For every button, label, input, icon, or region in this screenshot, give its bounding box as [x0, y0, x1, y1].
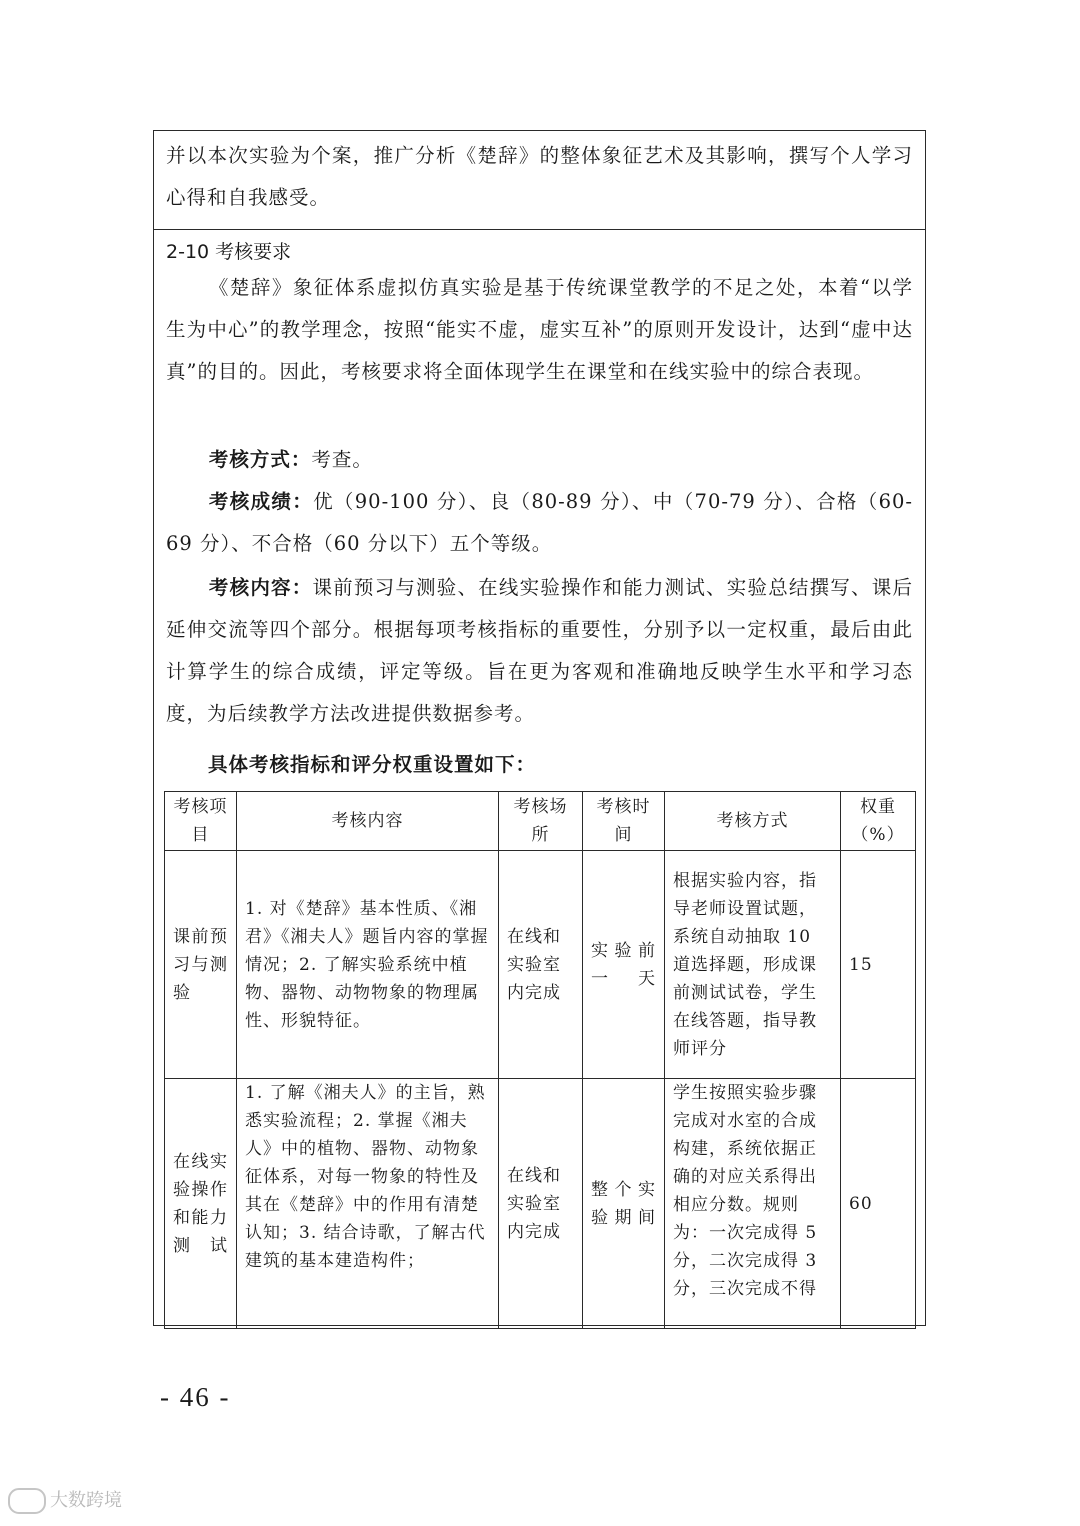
- method-label: 考核方式：: [208, 448, 312, 471]
- row-content: 1. 了解《湘夫人》的主旨，熟悉实验流程；2. 掌握《湘夫人》中的植物、器物、动物象征体系，对每一物象的特性及其在《楚辞》中的作用有清楚认知；3. 结合诗歌，了解古代建筑的基本建造构件；: [237, 1079, 499, 1329]
- row-time: 整个实验期间: [583, 1079, 665, 1329]
- intro-paragraph: 《楚辞》象征体系虚拟仿真实验是基于传统课堂教学的不足之处，本着“以学生为中心”的教学理念，按照“能实不虚，虚实互补”的原则开发设计，达到“虚中达真”的目的。因此，考核要求将全面体现学生在课堂和在线实验中的综合表现。: [166, 276, 913, 383]
- header-time: 考核时间: [583, 792, 665, 851]
- row-weight: 15: [841, 851, 916, 1079]
- table-header-row: [165, 792, 916, 851]
- header-weight: 权重（%）: [841, 792, 916, 851]
- table-row: [165, 851, 916, 1079]
- row-method: 学生按照实验步骤完成对水室的合成构建，系统依据正确的对应关系得出相应分数。规则为：一次完成得 5 分，二次完成得 3 分，三次完成不得: [665, 1079, 841, 1329]
- table-intro: 具体考核指标和评分权重设置如下：: [208, 753, 537, 776]
- top-paragraph: 并以本次实验为个案，推广分析《楚辞》的整体象征艺术及其影响，撰写个人学习心得和自我感受。: [166, 144, 913, 209]
- row-time: 实验前一天: [583, 851, 665, 1079]
- row-weight: 60: [841, 1079, 916, 1329]
- row-item: 课前预习与测验: [165, 851, 237, 1079]
- content-paragraph: [166, 567, 913, 735]
- header-content: 考核内容: [237, 792, 499, 851]
- section-title: 2-10 考核要求: [166, 241, 292, 263]
- grade-paragraph: [166, 481, 913, 565]
- divider: [154, 229, 925, 230]
- row-item: 在线实验操作和能力测试: [165, 1079, 237, 1329]
- table-row: [165, 1079, 916, 1329]
- assessment-table: [164, 791, 916, 1329]
- header-method: 考核方式: [665, 792, 841, 851]
- method-value: 考查。: [311, 448, 373, 471]
- content-value: 课前预习与测验、在线实验操作和能力测试、实验总结撰写、课后延伸交流等四个部分。根据每项考核指标的重要性，分别予以一定权重，最后由此计算学生的综合成绩，评定等级。旨在更为客观和准确地反映学生水平和学习态度，为后续教学方法改进提供数据参考。: [166, 576, 913, 725]
- row-place: 在线和实验室内完成: [499, 851, 583, 1079]
- row-place: 在线和实验室内完成: [499, 1079, 583, 1329]
- row-method: 根据实验内容，指导老师设置试题，系统自动抽取 10 道选择题，形成课前测试试卷，学生在线答题，指导教师评分: [665, 851, 841, 1079]
- header-item: 考核项目: [165, 792, 237, 851]
- page-number: - 46 -: [160, 1382, 231, 1412]
- content-label: 考核内容：: [208, 576, 313, 599]
- document-frame: [153, 130, 926, 1326]
- method-paragraph: [166, 439, 913, 481]
- header-place: 考核场所: [499, 792, 583, 851]
- watermark: [8, 1486, 122, 1514]
- grade-value: 优（90-100 分）、良（80-89 分）、中（70-79 分）、合格（60-69 分）、不合格（60 分以下）五个等级。: [166, 490, 913, 555]
- row-content: 1. 对《楚辞》基本性质、《湘君》《湘夫人》题旨内容的掌握情况；2. 了解实验系统中植物、器物、动物物象的物理属性、形貌特征。: [237, 851, 499, 1079]
- grade-label: 考核成绩：: [208, 490, 314, 513]
- watermark-text: 大数跨境: [50, 1490, 122, 1511]
- watermark-logo-icon: [8, 1488, 46, 1514]
